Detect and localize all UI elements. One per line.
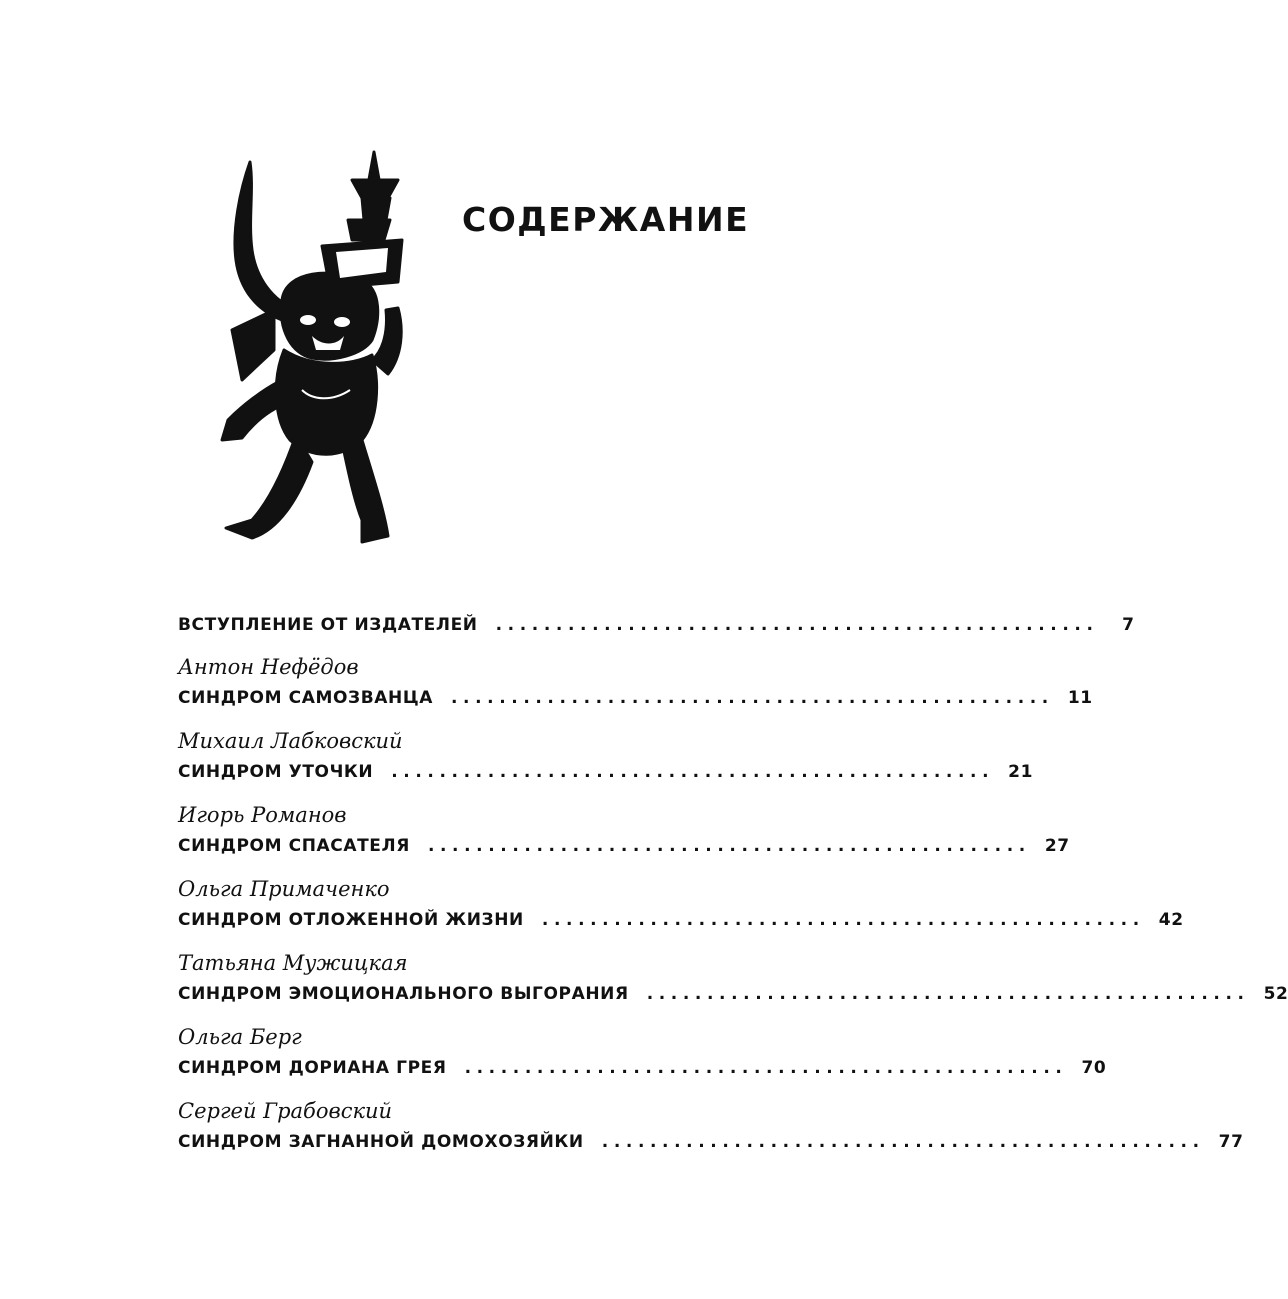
toc-leader: .................................................. (495, 615, 1099, 635)
toc-author: Антон Нефёдов (178, 655, 359, 679)
toc-author: Михаил Лабковский (178, 729, 403, 753)
toc-chapter-title: ВСТУПЛЕНИЕ ОТ ИЗДАТЕЛЕЙ (178, 615, 478, 635)
toc-page-number: 77 (1218, 1132, 1244, 1152)
toc-line[interactable] (178, 757, 1033, 800)
toc-chapter-title: СИНДРОМ САМОЗВАНЦА (178, 688, 433, 708)
toc-page-number: 70 (1081, 1058, 1107, 1078)
creature-illustration (212, 150, 412, 550)
toc-line[interactable] (178, 610, 1135, 652)
toc-entry (178, 800, 1070, 874)
toc-entry (178, 948, 1288, 1022)
toc-chapter-title: СИНДРОМ СПАСАТЕЛЯ (178, 836, 410, 856)
toc-author: Ольга Берг (178, 1025, 302, 1049)
toc-leader: .................................................. (646, 984, 1250, 1004)
toc-entry (178, 652, 1093, 726)
toc-author: Татьяна Мужицкая (178, 951, 408, 975)
toc-leader: .................................................. (464, 1058, 1068, 1078)
toc-chapter-title: СИНДРОМ ЭМОЦИОНАЛЬНОГО ВЫГОРАНИЯ (178, 984, 629, 1004)
table-of-contents (178, 610, 1288, 1170)
toc-entry (178, 1096, 1244, 1170)
toc-page-number: 7 (1122, 615, 1135, 635)
toc-chapter-title: СИНДРОМ УТОЧКИ (178, 762, 374, 782)
toc-author: Ольга Примаченко (178, 877, 390, 901)
toc-chapter-title: СИНДРОМ ДОРИАНА ГРЕЯ (178, 1058, 447, 1078)
toc-chapter-title: СИНДРОМ ОТЛОЖЕННОЙ ЖИЗНИ (178, 910, 524, 930)
toc-entry (178, 610, 1135, 652)
toc-leader: .................................................. (391, 762, 995, 782)
toc-leader: .................................................. (541, 910, 1145, 930)
toc-line[interactable] (178, 979, 1288, 1022)
toc-page-number: 21 (1008, 762, 1033, 782)
toc-leader: .................................................. (601, 1132, 1205, 1152)
toc-page-number: 42 (1158, 910, 1184, 930)
toc-line[interactable] (178, 831, 1070, 874)
toc-line[interactable] (178, 905, 1184, 948)
toc-line[interactable] (178, 1127, 1244, 1170)
toc-leader: .................................................. (427, 836, 1031, 856)
toc-page-number: 52 (1263, 984, 1288, 1004)
toc-chapter-title: СИНДРОМ ЗАГНАННОЙ ДОМОХОЗЯЙКИ (178, 1132, 584, 1152)
toc-line[interactable] (178, 1053, 1107, 1096)
toc-page-number: 27 (1044, 836, 1070, 856)
toc-entry (178, 874, 1184, 948)
toc-author: Игорь Романов (178, 803, 347, 827)
toc-leader: .................................................. (450, 688, 1054, 708)
toc-entry (178, 1022, 1107, 1096)
toc-page-number: 11 (1067, 688, 1093, 708)
toc-author: Сергей Грабовский (178, 1099, 393, 1123)
page-title: СОДЕРЖАНИЕ (462, 200, 750, 239)
toc-entry (178, 726, 1033, 800)
toc-line[interactable] (178, 683, 1093, 726)
